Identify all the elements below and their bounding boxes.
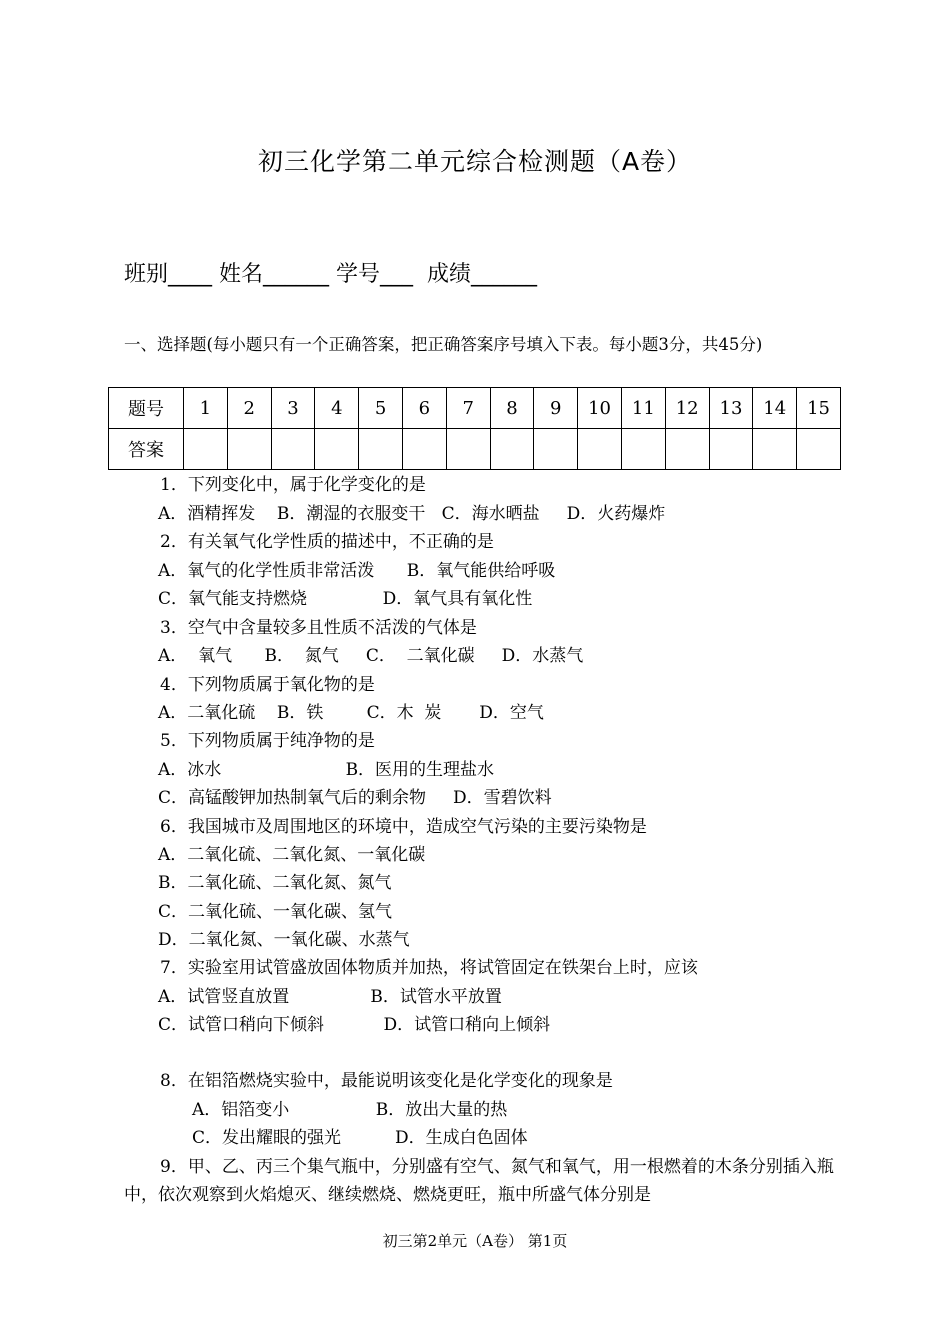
question-9: 9．甲、乙、丙三个集气瓶中，分别盛有空气、氮气和氧气，用一根燃着的木条分别插入瓶中，依次观察到火焰熄灭、继续燃烧、燃烧更旺，瓶中所盛气体分别是	[124, 1157, 834, 1205]
question-number-cell: 12	[665, 388, 709, 429]
question-number-cell: 10	[578, 388, 622, 429]
question-number-cell: 7	[446, 388, 490, 429]
question-2: 2．有关氧气化学性质的描述中，不正确的是	[160, 532, 494, 552]
question-number-cell: 4	[315, 388, 359, 429]
question-4: 4．下列物质属于氧化物的是	[160, 675, 375, 695]
question-6-option-b: B．二氧化硫、二氧化氮、氮气	[158, 873, 392, 893]
student-info-line: 班别____ 姓名______ 学号___ 成绩______	[124, 262, 537, 287]
answer-cell[interactable]	[446, 429, 490, 470]
question-7-options-ab: A．试管竖直放置 B．试管水平放置	[158, 987, 502, 1007]
question-7: 7．实验室用试管盛放固体物质并加热，将试管固定在铁架台上时，应该	[160, 958, 698, 978]
answer-cell[interactable]	[621, 429, 665, 470]
answer-cell[interactable]	[271, 429, 315, 470]
answer-cell[interactable]	[665, 429, 709, 470]
question-3: 3．空气中含量较多且性质不活泼的气体是	[160, 618, 477, 638]
page-title: 初三化学第二单元综合检测题（A卷）	[257, 147, 693, 176]
question-6-option-d: D．二氧化氮、一氧化碳、水蒸气	[158, 930, 410, 950]
question-5: 5．下列物质属于纯净物的是	[160, 731, 375, 751]
answer-cell[interactable]	[534, 429, 578, 470]
question-2-options-ab: A．氧气的化学性质非常活泼 B．氧气能供给呼吸	[158, 561, 556, 581]
answer-cell[interactable]	[227, 429, 271, 470]
question-6-option-a: A．二氧化硫、二氧化氮、一氧化碳	[158, 845, 426, 865]
question-number-cell: 3	[271, 388, 315, 429]
question-number-cell: 8	[490, 388, 534, 429]
answer-cell[interactable]	[402, 429, 446, 470]
answer-cell[interactable]	[184, 429, 228, 470]
section-heading: 一、选择题(每小题只有一个正确答案，把正确答案序号填入下表。每小题3分，共45分)	[124, 335, 763, 354]
question-6-option-c: C．二氧化硫、一氧化碳、氢气	[158, 902, 393, 922]
answer-cell[interactable]	[315, 429, 359, 470]
question-number-cell: 2	[227, 388, 271, 429]
table-row	[109, 388, 841, 429]
answer-cell[interactable]	[709, 429, 753, 470]
question-number-cell: 13	[709, 388, 753, 429]
question-8-options-ab: A．铝箔变小 B．放出大量的热	[192, 1100, 508, 1120]
question-number-cell: 6	[402, 388, 446, 429]
question-2-options-cd: C．氧气能支持燃烧 D．氧气具有氧化性	[158, 589, 533, 609]
answer-table	[108, 387, 841, 470]
question-number-cell: 1	[184, 388, 228, 429]
answer-cell[interactable]	[797, 429, 841, 470]
question-3-options: A． 氧气 B． 氮气 C． 二氧化碳 D．水蒸气	[158, 646, 584, 666]
question-6: 6．我国城市及周围地区的环境中，造成空气污染的主要污染物是	[160, 817, 647, 837]
answer-cell[interactable]	[490, 429, 534, 470]
question-5-options-ab: A．冰水 B．医用的生理盐水	[158, 760, 495, 780]
answer-cell[interactable]	[753, 429, 797, 470]
page-footer: 初三第2单元（A卷） 第1页	[382, 1232, 568, 1250]
question-8: 8．在铝箔燃烧实验中，最能说明该变化是化学变化的现象是	[160, 1071, 613, 1091]
question-number-cell: 11	[621, 388, 665, 429]
question-number-cell: 15	[797, 388, 841, 429]
question-1: 1．下列变化中，属于化学变化的是	[160, 475, 426, 495]
answer-cell[interactable]	[578, 429, 622, 470]
question-8-options-cd: C．发出耀眼的强光 D．生成白色固体	[192, 1128, 528, 1148]
question-4-options: A．二氧化硫 B．铁 C．木 炭 D．空气	[158, 703, 544, 723]
table-row-label: 题号	[109, 388, 184, 429]
table-row	[109, 429, 841, 470]
question-1-options: A．酒精挥发 B．潮湿的衣服变干 C．海水晒盐 D．火药爆炸	[158, 504, 666, 524]
question-number-cell: 9	[534, 388, 578, 429]
question-5-options-cd: C．高锰酸钾加热制氧气后的剩余物 D．雪碧饮料	[158, 788, 552, 808]
table-row-label: 答案	[109, 429, 184, 470]
question-number-cell: 5	[359, 388, 403, 429]
question-number-cell: 14	[753, 388, 797, 429]
answer-cell[interactable]	[359, 429, 403, 470]
question-7-options-cd: C．试管口稍向下倾斜 D．试管口稍向上倾斜	[158, 1015, 551, 1035]
